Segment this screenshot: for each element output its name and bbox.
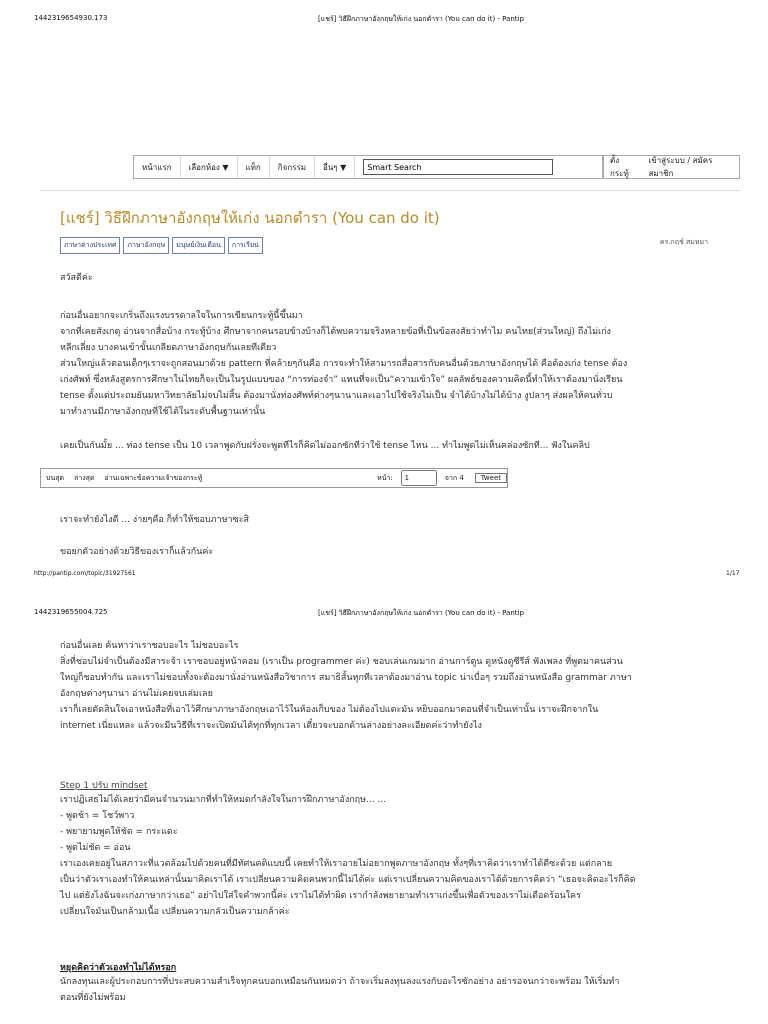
- paragraph: ขอยกตัวอย่างด้วยวิธีของเราก็แล้วกันค่ะ: [60, 547, 214, 557]
- doc-title: [แชร์] วิธีฝึกภาษาอังกฤษให้เก่ง นอกตำรา (You can do it) - Pantip: [318, 609, 524, 617]
- paragraph: ตอนที่ยังไม่พร้อม: [60, 993, 126, 1003]
- section-heading: Step 1 ปรับ mindset: [60, 781, 148, 791]
- bullet: - พูดช้า = โชว์พาว: [60, 811, 135, 821]
- nav-tags[interactable]: แท็ก: [238, 156, 270, 178]
- tag[interactable]: มนุษย์เงินเดือน: [172, 237, 225, 254]
- page-label: หน้า:: [377, 473, 393, 482]
- page-number: 1/17: [726, 570, 740, 577]
- paragraph: สิ่งที่ชอบไม่จำเป็นต้องมีสาระจ้า เราชอบอยู่หน้าคอม (เราเป็น programmer ค่ะ) ชอบเล่นเกมมาก อ่านการ์ตูน ดูหนังดูซีรีส์ ฟังเพลง ที่พูดมาคนส่วน: [60, 657, 623, 667]
- bottom-link[interactable]: ล่างสุด: [74, 473, 95, 482]
- paragraph: ส่วนใหญ่แล้วตอนเด็กๆเราจะถูกสอนมาด้วย pattern ที่คล้ายๆกันคือ การจะทำให้สามารถสื่อสารกับคนอื่นด้วยภาษาอังกฤษได้ คือต้องเก่ง tense ต้อง: [60, 359, 628, 369]
- paragraph: ก่อนอื่นเลย ค้นหาว่าเราชอบอะไร ไม่ชอบอะไร: [60, 641, 239, 651]
- paragraph: เก่งศัพท์ ซึ่งหลังสูตรการศึกษาในไทยก็จะเป็นในรูปแบบของ “การท่องจำ” แทนที่จะเป็น“ความเข้าใจ” ผลลัพธ์ของความคิดนี้ทำให้เราต้องมานั่งเรียน: [60, 375, 623, 385]
- paragraph: ไป แต่ยังไงฉันจะเก่งภาษากว่าเธอ” อย่าไปใส่ใจคำพวกนี้ค่ะ เราไม่ได้ทำผิด เรากำลังพยายามทำเราเก่งขึ้นเพื่อตัวของเราไม่เดือดร้อนใคร: [60, 891, 581, 901]
- author[interactable]: คร.กฤช์ สมหมา: [659, 238, 708, 246]
- paragraph: จากที่เคยสังเกตุ อ่านจากสื่อบ้าง กระทู้บ้าง ศึกษาจากคนรอบข้างบ้างก็ได้พบความจริงหลายข้อที่เป็นข้อสงสัยว่าทำไม คนไทย(ส่วนใหญ่) ถึงไม่เก่ง: [60, 327, 611, 337]
- paragraph: นักลงทุนและผู้ประกอบการที่ประสบความสำเร็จทุกคนบอกเหมือนกันหมดว่า ถ้าจะเริ่มลงทุนลงแรงกับอะไรซักอย่าง อย่ารอจนกว่าจะพร้อม ให้เริ่มทำ: [60, 977, 620, 987]
- search-input[interactable]: [363, 159, 553, 175]
- divider: [40, 190, 740, 191]
- nav-right: [603, 155, 740, 179]
- paragraph: หลีกเลี่ยง บางคนเข้าขั้นเกลียดภาษาอังกฤษกันเลยทีเดียว: [60, 343, 277, 353]
- owner-only-link[interactable]: อ่านเฉพาะข้อความเจ้าของกระทู้: [104, 473, 203, 482]
- paragraph: เราจะทำยังไงดี ... ง่ายๆคือ ก็ทำให้ชอบภาษาซะสิ: [60, 515, 250, 525]
- new-topic-link[interactable]: ตั้งกระทู้: [610, 156, 629, 178]
- nav-rooms[interactable]: เลือกห้อง ▼: [181, 156, 238, 178]
- top-nav: [133, 155, 603, 179]
- tweet-button[interactable]: Tweet: [475, 473, 507, 483]
- paragraph: อังกฤษต่างๆนานา อ่านไม่เคยจบเล่มเลย: [60, 689, 213, 699]
- top-link[interactable]: บนสุด: [46, 473, 65, 482]
- timestamp: 1442319654930.173: [34, 14, 108, 22]
- paragraph: ก่อนอื่นอยากจะเกริ่นถึงแรงบรรดาลใจในการเขียนกระทู้นี้ขึ้นมา: [60, 311, 303, 321]
- page-total: จาก 4: [444, 473, 464, 482]
- doc-title: [แชร์] วิธีฝึกภาษาอังกฤษให้เก่ง นอกตำรา (You can do it) - Pantip: [318, 15, 524, 23]
- paragraph: เราปฏิเสธไม่ได้เลยว่ามีคนจำนวนมากที่ทำให้หมดกำลังใจในการฝึกภาษาอังกฤษ... ...: [60, 795, 387, 805]
- paragraph: internet เนี่ยแหละ แล้วจะมีนวิธีที่เราจะเปิดมันได้ทุกที่ทุกเวลา เดี๋ยวจะบอกด้านล่างอย่างละเอียดค่ะว่าทำยังไง: [60, 721, 482, 731]
- nav-more[interactable]: อื่นๆ ▼: [315, 156, 355, 178]
- tag[interactable]: ภาษาอังกฤษ: [123, 237, 169, 254]
- paragraph: เราก็เลยตัดสินใจเอาหนังสือที่เอาไว้ศึกษาภาษาอังกฤษเอาไว้ในห้องเก็บของ ไม่ต้องไปแตะมัน หยิบออกมาตอนที่จำเป็นเท่านั้น เราจะฝึกจากใน: [60, 705, 599, 715]
- bullet: - พยายามพูดให้ชัด = กระแดะ: [60, 827, 178, 837]
- url: http://pantip.com/topic/31927561: [34, 570, 136, 577]
- paragraph: เปลี่ยนใจมันเป็นกล้ามเนื้อ เปลี่ยนความกลัวเป็นความกล้าค่ะ: [60, 907, 290, 917]
- page-input[interactable]: [401, 470, 437, 486]
- section-heading: หยุดคิดว่าตัวเองทำไม่ได้หรอก: [60, 963, 177, 973]
- tag[interactable]: ภาษาต่างประเทศ: [60, 237, 120, 254]
- timestamp: 1442319655004.725: [34, 608, 108, 616]
- nav-activities[interactable]: กิจกรรม: [270, 156, 315, 178]
- post-title: [แชร์] วิธีฝึกภาษาอังกฤษให้เก่ง นอกตำรา (You can do it): [60, 209, 440, 227]
- tag-list: [60, 237, 263, 254]
- bullet: - พูดไม่ชัด = อ่อน: [60, 843, 131, 853]
- tag[interactable]: การเรียน: [228, 237, 263, 254]
- paragraph: เคยเป็นกันมั้ย ... ท่อง tense เป็น 10 เวลาพูดกับฝรั่งจะพูดทีไรก็คิดไม่ออกซักทีว่าใช้ tense ไหน ... ทำไมพูดไม่เห็นคล่องซักที... ฟังในคลิป: [60, 441, 590, 451]
- paragraph: มาทำงานมีภาษาอังกฤษที่ใช้ได้ในระดับพื้นฐานเท่านั้น: [60, 407, 266, 417]
- paragraph: tense ตั้งแต่ประถมยันมหาวิทยาลัยไม่จบไม่สิ้น ต้องมานั่งท่องศัพท์ต่างๆนานาและเอาไปใช้จริงไม่เป็น จำได้บ้างไม่ได้บ้าง งูปลาๆ ส่งผลให้คนทั่วบ: [60, 391, 613, 401]
- page-bar: [40, 468, 508, 488]
- paragraph: เป็นว่าตัวเราเองทำให้คนเหล่านั้นมาคิดเราได้ เราเปลี่ยนความคิดคนพวกนี้ไม่ได้ค่ะ แต่เราเปลี่ยนความคิดของเราได้ด้วยการคิดว่า “เธอจะคิดอะไรก็คิด: [60, 875, 636, 885]
- greeting: สวัสดีค่ะ: [60, 273, 93, 283]
- paragraph: ใหญ่ก็ชอบทำกัน และเราไม่ชอบทั้งจะต้องมานั่งอ่านหนังสือวิชาการ สมาธิสั้นทุกทีเวลาต้องมาอ่าน topic น่าเบื่อๆ รวมถึงอ่านหนังสือ grammar ภาษา: [60, 673, 632, 683]
- nav-home[interactable]: หน้าแรก: [134, 156, 181, 178]
- login-link[interactable]: เข้าสู่ระบบ / สมัครสมาชิก: [648, 156, 713, 178]
- paragraph: เราเองเคยอยู่ในสภาวะที่แวดล้อมไปด้วยคนที่มีทัศนคติแบบนี้ เคยทำให้เราอายไม่อยากพูดภาษาอังกฤษ ทั้งๆที่เราคิดว่าเราทำได้ดีซะด้วย แต่กลาย: [60, 859, 613, 869]
